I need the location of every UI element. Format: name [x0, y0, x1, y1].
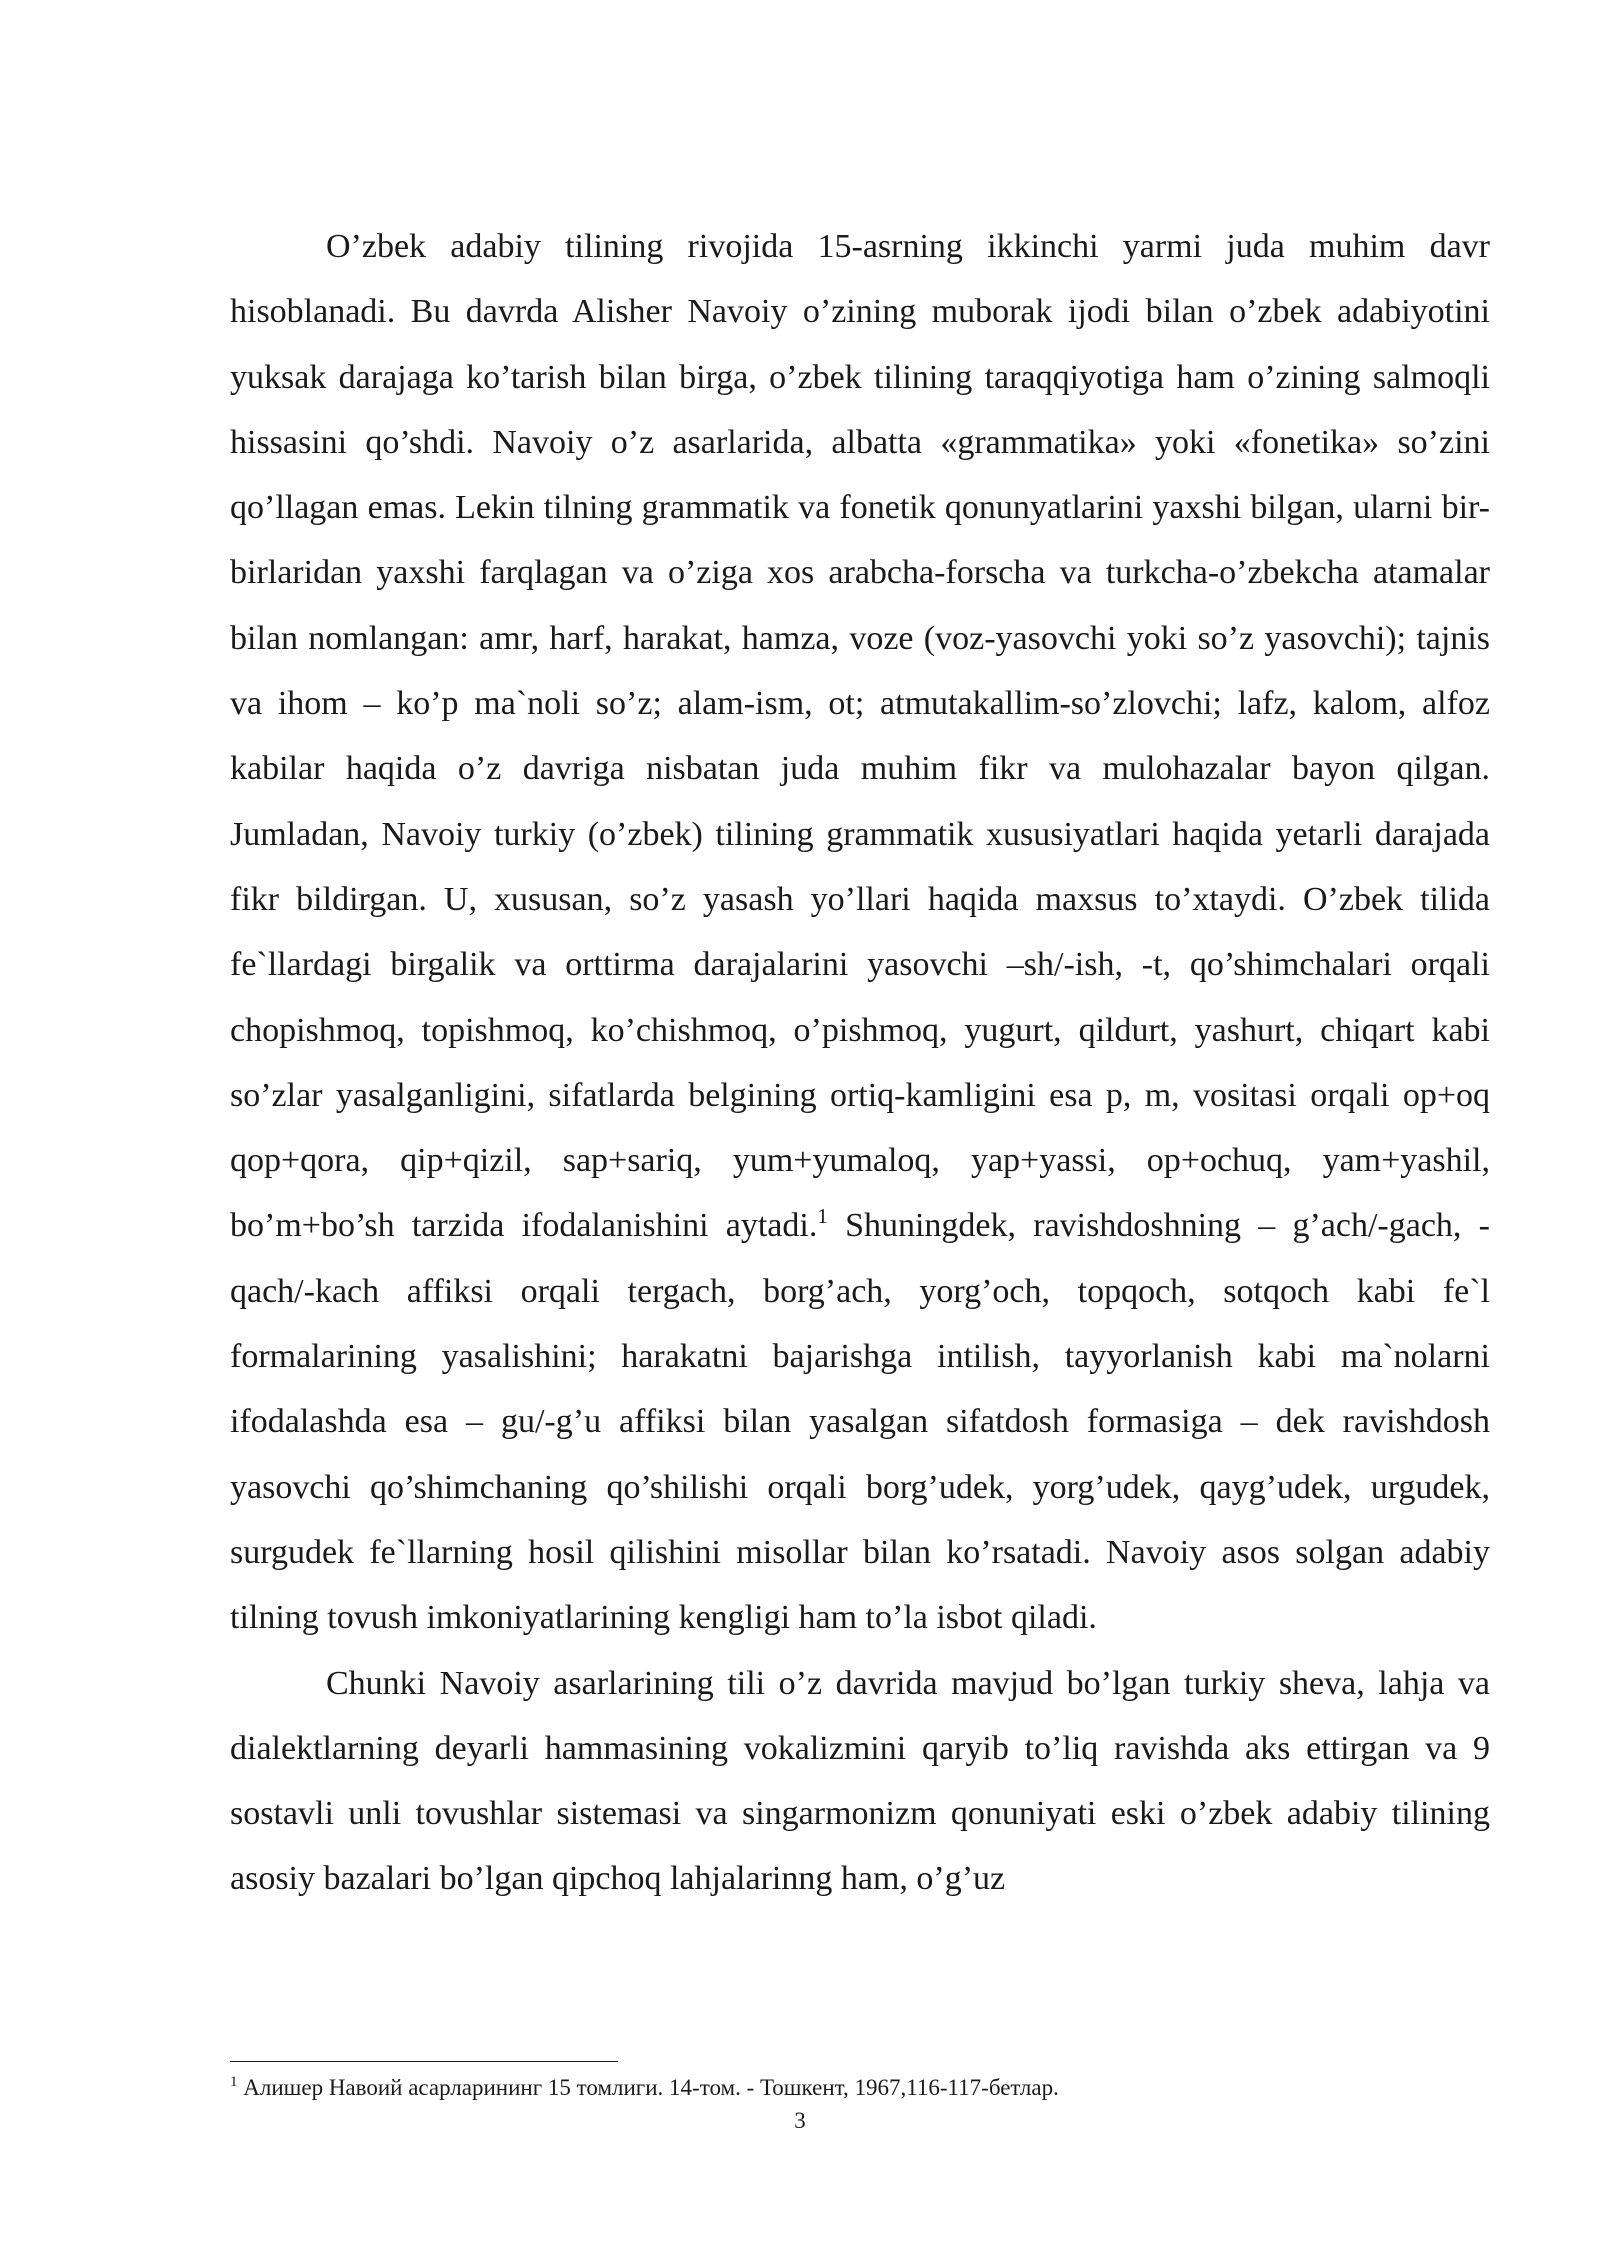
body-text — [230, 214, 1490, 1912]
footnote — [230, 2071, 1490, 2105]
paragraph-1 — [230, 214, 1490, 1651]
footnote-text: Алишер Навоий асарларининг 15 томлиги. 14-том. - Тошкент, 1967,116-117-бетлар. — [237, 2075, 1059, 2100]
paragraph-2: Chunki Navoiy asarlarining tili o’z davrida mavjud bo’lgan turkiy sheva, lahja va dialektlarning deyarli hammasining vokalizmini qaryib to’liq ravishda aks ettirgan va 9 sostavli unli tovushlar sistemasi va singarmonizm qonuniyati eski o’zbek adabiy tilining asosiy bazalari bo’lgan qipchoq lahjalarinng ham, o’g’uz — [230, 1664, 1490, 1898]
footnote-reference: 1 — [817, 1204, 828, 1229]
footnote-separator — [230, 2061, 618, 2062]
footnote-marker: 1 — [230, 2074, 238, 2090]
paragraph-1-text: O’zbek adabiy tilining rivojida 15-asrning ikkinchi yarmi juda muhim davr hisoblanadi. Bu davrda Alisher Navoiy o’zining muborak ijodi bilan o’zbek adabiyotini yuksak darajaga ko’tarish bilan birga, o’zbek tilining taraqqiyotiga ham o’zining salmoqli hissasini qo’shdi. Navoiy o’z asarlarida, albatta «grammatika» yoki «fonetika» so’zini qo’llagan emas. Lekin tilning grammatik va fonetik qonunyatlarini yaxshi bilgan, ularni bir-birlaridan yaxshi farqlagan va o’ziga xos arabcha-forscha va turkcha-o’zbekcha atamalar bilan nomlangan: amr, harf, harakat, hamza, voze (voz-yasovchi yoki so’z yasovchi); tajnis va ihom – ko’p ma`noli so’z; alam-ism, ot; atmutakallim-so’zlovchi; lafz, kalom, alfoz kabilar haqida o’z davriga nisbatan juda muhim fikr va mulohazalar bayon qilgan. Jumladan, Navoiy turkiy (o’zbek) tilining grammatik xususiyatlari haqida yetarli darajada fikr bildirgan. U, xususan, so’z yasash yo’llari haqida maxsus to’xtaydi. O’zbek tilida fe`llardagi birgalik va orttirma darajalarini yasovchi –sh/-ish, -t, qo’shimchalari orqali chopishmoq, topishmoq, ko’chishmoq, o’pishmoq, yugurt, qildurt, yashurt, chiqart kabi so’zlar yasalganligini, sifatlarda belgining ortiq-kamligini esa p, m, vositasi orqali op+oq qop+qora, qip+qizil, sap+sariq, yum+yumaloq, yap+yassi, op+ochuq, yam+yashil, bo’m+bo’sh tarzida ifodalanishini aytadi. — [230, 228, 1490, 1245]
paragraph-1-continuation: Shuningdek, ravishdoshning – g’ach/-gach, -qach/-kach affiksi orqali tergach, borg’ach, yorg’och, topqoch, sotqoch kabi fe`l formalarining yasalishini; harakatni bajarishga intilish, tayyorlanish kabi ma`nolarni ifodalashda esa – gu/-g’u affiksi bilan yasalgan sifatdosh formasiga – dek ravishdosh yasovchi qo’shimchaning qo’shilishi orqali borg’udek, yorg’udek, qayg’udek, urgudek, surgudek fe`llarning hosil qilishini misollar bilan ko’rsatadi. Navoiy asos solgan adabiy tilning tovush imkoniyatlarining kengligi ham to’la isbot qiladi. — [230, 1207, 1490, 1637]
page-number: 3 — [794, 2108, 806, 2133]
